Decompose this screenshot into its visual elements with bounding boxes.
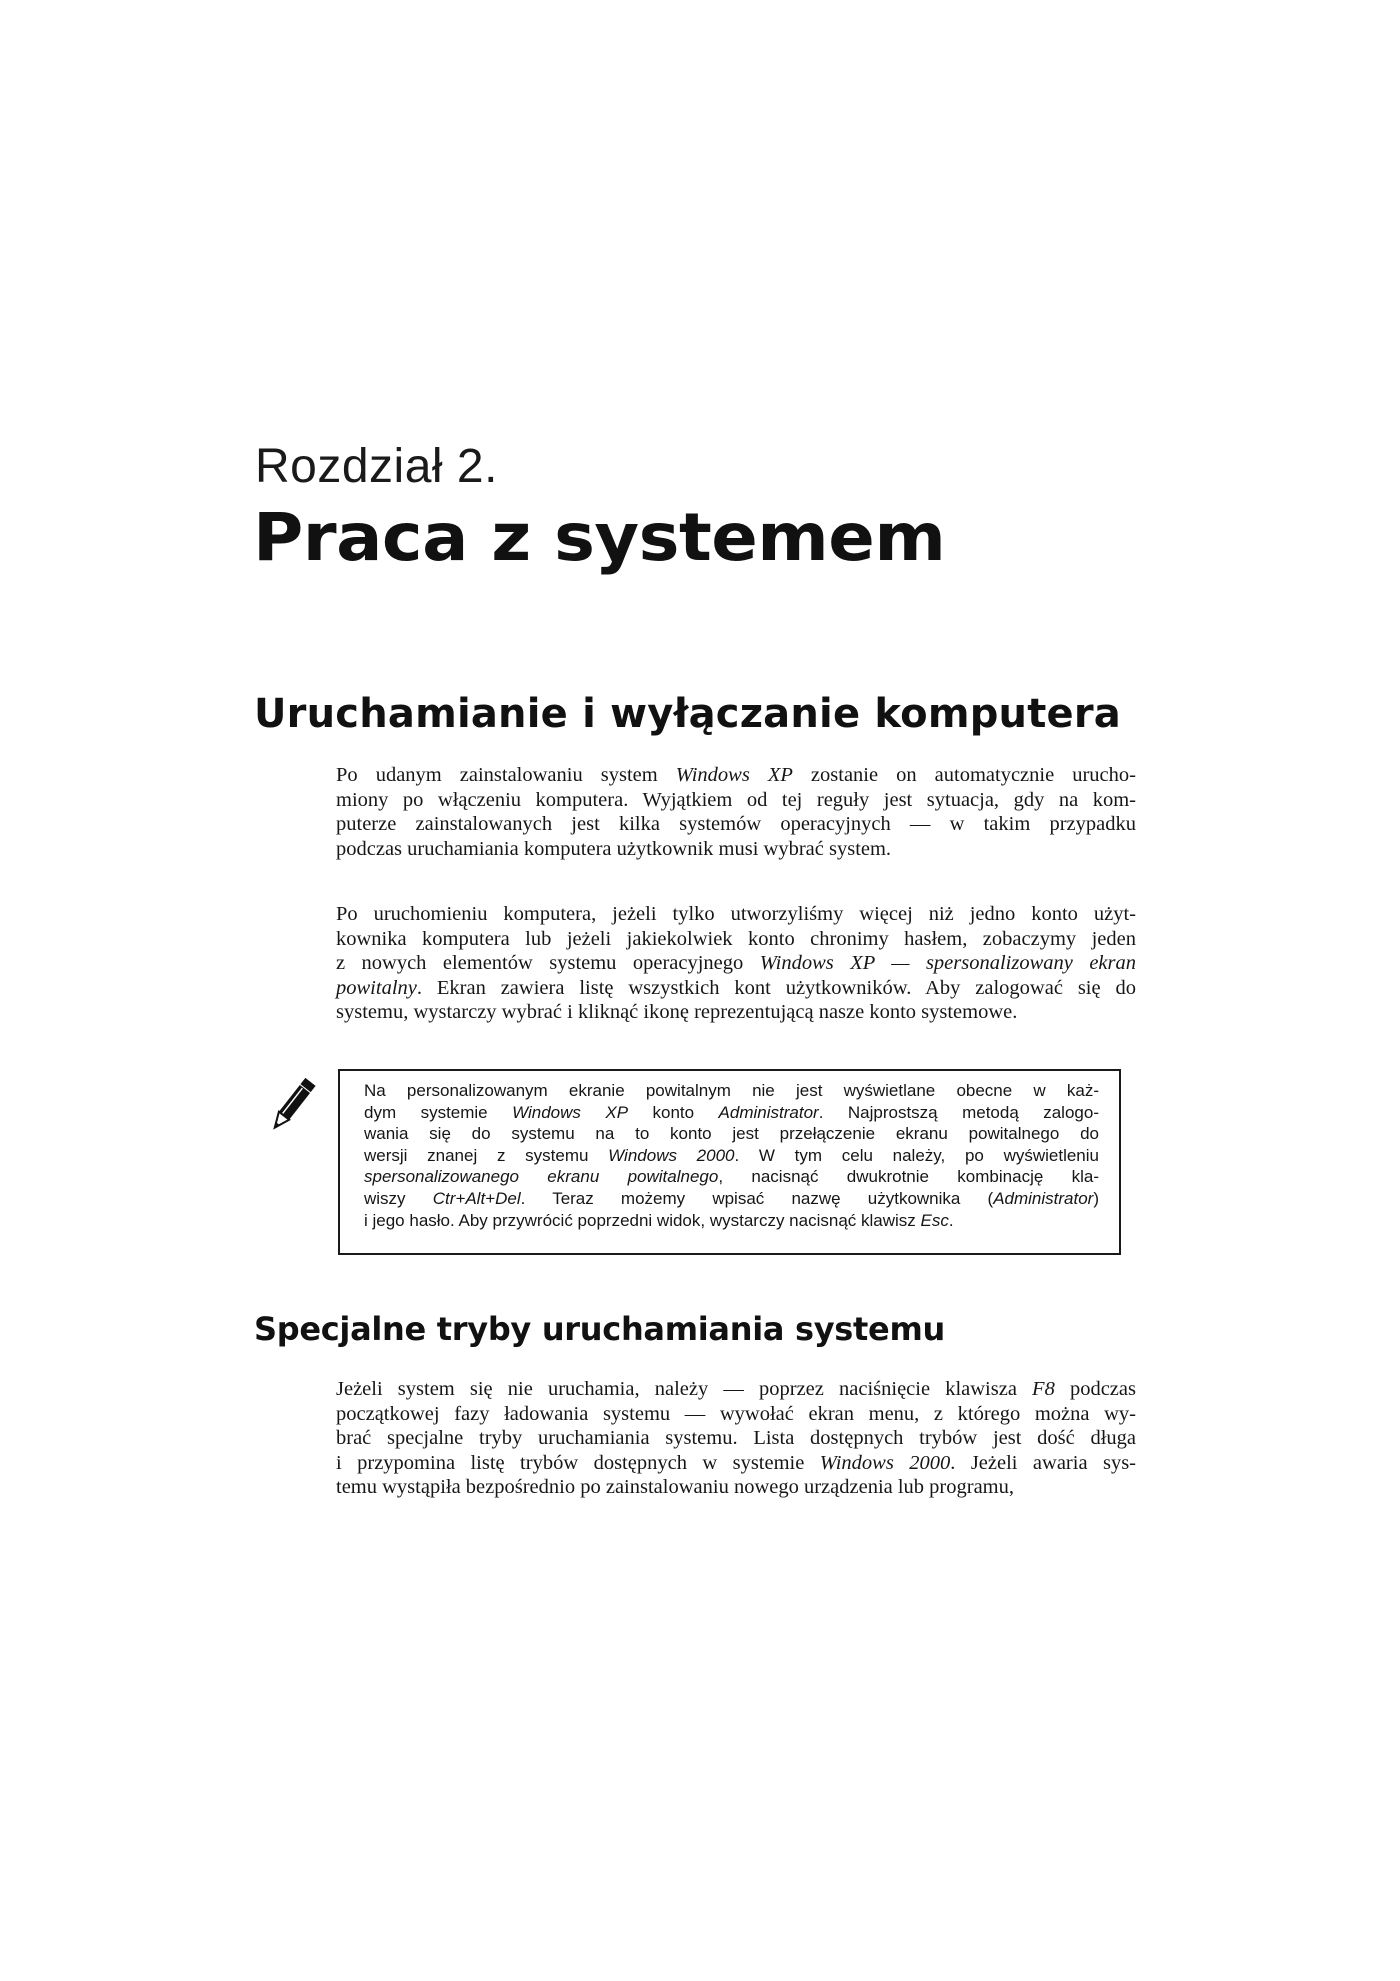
text-run: Po udanym zainstalowaniu system	[336, 764, 676, 786]
text-line	[364, 1080, 1099, 1102]
text-run: i jego hasło. Aby przywrócić poprzedni widok, wystarczy nacisnąć klawisz	[364, 1210, 921, 1230]
text-line	[336, 812, 1136, 837]
text-run: dym systemie	[364, 1102, 513, 1122]
text-run: zostanie on automatycznie urucho-	[792, 764, 1136, 786]
text-line	[364, 1210, 1099, 1232]
text-run: wersji znanej z systemu	[364, 1145, 609, 1165]
text-line	[364, 1188, 1099, 1210]
text-line	[336, 976, 1136, 1001]
text-line	[336, 1475, 1136, 1500]
section-heading: Uruchamianie i wyłączanie komputera	[254, 691, 1121, 737]
italic-text: Windows XP	[675, 764, 793, 786]
text-run: systemu, wystarczy wybrać i kliknąć ikonę reprezentującą nasze konto systemowe.	[336, 1001, 1018, 1024]
text-line	[336, 1000, 1136, 1025]
text-run: Na personalizowanym ekranie powitalnym nie jest wyświetlane obecne w każ-	[364, 1081, 1099, 1100]
text-run: puterze zainstalowanych jest kilka systemów operacyjnych — w takim przypadku	[336, 813, 1136, 836]
text-line	[336, 788, 1136, 813]
text-line	[336, 902, 1136, 927]
text-line	[364, 1166, 1099, 1188]
text-line	[336, 927, 1136, 952]
text-run: kownika komputera lub jeżeli jakiekolwiek konto chronimy hasłem, zobaczymy jeden	[336, 927, 1136, 950]
text-run: Jeżeli system się nie uruchamia, należy — poprzez naciśnięcie klawisza	[336, 1378, 1033, 1400]
italic-text: Windows 2000	[608, 1145, 735, 1165]
text-run: brać specjalne tryby uruchamiania systemu. Lista dostępnych trybów jest dość długa	[336, 1427, 1136, 1450]
text-line	[336, 763, 1136, 788]
italic-text: Ctr+Alt+Del	[432, 1188, 521, 1208]
italic-text: F8	[1032, 1378, 1055, 1400]
section1-paragraph-2	[336, 902, 1136, 1025]
text-line	[336, 837, 1136, 862]
text-run: . Jeżeli awaria sys-	[950, 1451, 1136, 1474]
text-run: . Ekran zawiera listę wszystkich kont użytkowników. Aby zalogować się do	[416, 976, 1136, 999]
text-line	[364, 1145, 1099, 1167]
text-run: i przypomina listę trybów dostępnych w systemie	[336, 1451, 820, 1474]
chapter-title: Praca z systemem	[253, 499, 946, 576]
section2-paragraph-1	[336, 1377, 1136, 1500]
chapter-label: Rozdział 2.	[255, 440, 498, 493]
text-run: . W tym celu należy, po wyświetleniu	[734, 1145, 1099, 1165]
italic-text: Windows XP — spersonalizowany ekran	[759, 952, 1136, 975]
text-line	[336, 1402, 1136, 1427]
text-run: konto	[628, 1102, 719, 1122]
text-run: , nacisnąć dwukrotnie kombinację kla-	[718, 1167, 1100, 1187]
italic-text: Windows 2000	[819, 1451, 951, 1474]
text-run: . Najprostszą metodą zalogo-	[818, 1102, 1099, 1122]
text-run: miony po włączeniu komputera. Wyjątkiem od tej reguły jest sytuacja, gdy na kom-	[336, 788, 1136, 811]
subsection-heading: Specjalne tryby uruchamiania systemu	[254, 1310, 945, 1348]
text-line	[336, 1377, 1136, 1402]
text-line	[336, 1426, 1136, 1451]
text-line	[364, 1102, 1099, 1124]
text-line	[364, 1123, 1099, 1145]
italic-text: Windows XP	[512, 1102, 629, 1122]
text-run: wania się do systemu na to konto jest przełączenie ekranu powitalnego do	[364, 1124, 1099, 1144]
text-run: podczas uruchamiania komputera użytkownik musi wybrać system.	[336, 837, 892, 860]
text-run: podczas	[1054, 1378, 1136, 1400]
italic-text: Esc	[920, 1210, 949, 1230]
text-run: początkowej fazy ładowania systemu — wywołać ekran menu, z którego można wy-	[336, 1402, 1136, 1425]
section1-paragraph-1	[336, 763, 1136, 861]
text-run: . Teraz możemy wpisać nazwę użytkownika (	[520, 1188, 994, 1208]
note-text	[364, 1080, 1099, 1231]
italic-text: spersonalizowanego ekranu powitalnego	[364, 1167, 719, 1187]
text-line	[336, 951, 1136, 976]
italic-text: Administrator	[993, 1188, 1094, 1208]
italic-text: powitalny	[336, 976, 417, 999]
text-line	[336, 1451, 1136, 1476]
pencil-icon	[258, 1073, 324, 1139]
text-run: )	[1093, 1188, 1100, 1208]
text-run: .	[948, 1210, 954, 1230]
text-run: Po uruchomieniu komputera, jeżeli tylko utworzyliśmy więcej niż jedno konto użyt-	[336, 903, 1136, 925]
text-run: z nowych elementów systemu operacyjnego	[336, 952, 760, 975]
text-run: temu wystąpiła bezpośrednio po zainstalowaniu nowego urządzenia lub programu,	[336, 1476, 1015, 1499]
italic-text: Administrator	[718, 1102, 819, 1122]
text-run: wiszy	[364, 1188, 433, 1208]
